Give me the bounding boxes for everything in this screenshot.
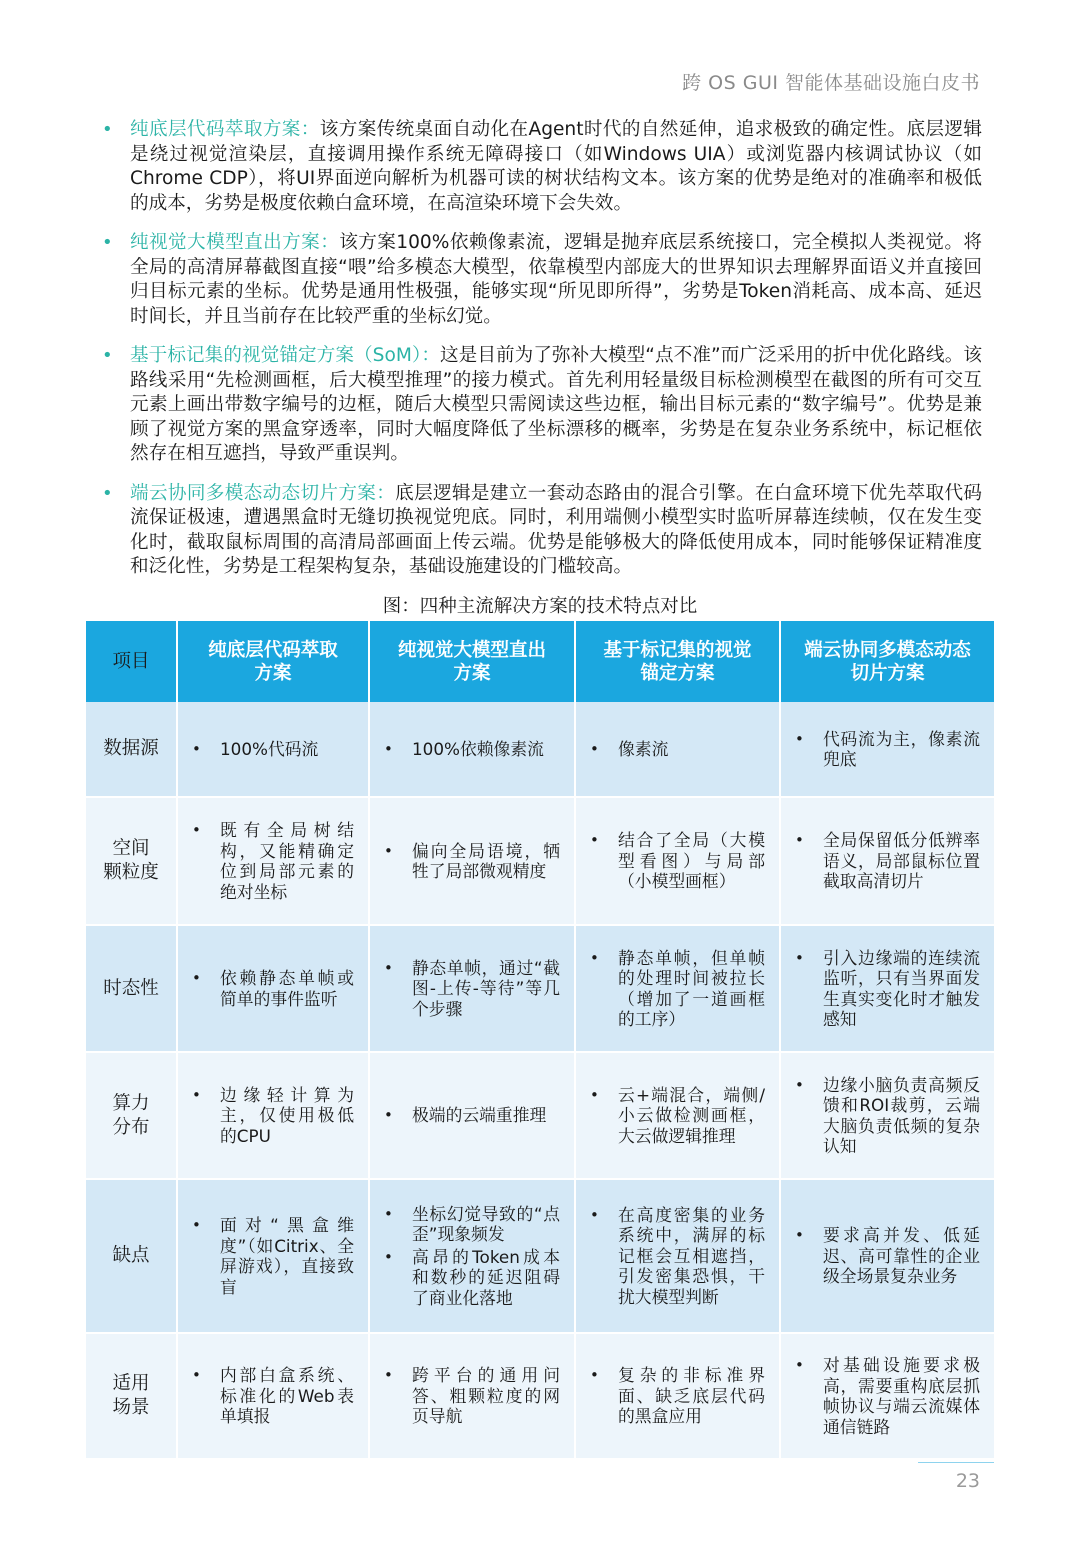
bullet-dot: • [384,841,393,860]
table-cell [780,1052,994,1179]
cell-bullet-item [190,820,354,902]
bullet-edge-cloud-slicing [102,482,982,580]
bullet-text: 这是目前为了弥补大模型“点不准”而广泛采用的折中优化路线。该路线采用“先检测画框，后大模型推理”的接力模式。首先利用轻量级目标检测模型在截图的所有可交互元素上画出带数字编号的边框，随后大模型只需阅读这些边框，输出目标元素的“数字编号”。优势是兼顾了视觉方案的黑盒穿透率，同时大幅度降低了坐标漂移的概率，劣势是在复杂业务系统中，标记框依然存在相互遮挡，导致严重误判。 [130,345,982,464]
table-cell [575,1052,780,1179]
bullet-dot: • [192,1216,201,1234]
cell-text: 既有全局树结构，又能精确定位到局部元素的绝对坐标 [220,820,354,902]
cell-text: 对基础设施要求极高，需要重构底层抓帧协议与端云流媒体通信链路 [823,1355,980,1437]
cell-text: 极端的云端重推理 [412,1105,547,1126]
row-label [86,702,177,797]
cell-bullet-item [382,958,560,1020]
row-label-text: 算力 [112,1092,150,1114]
bullet-dot: • [590,1085,599,1104]
cell-bullet-item [588,1205,765,1308]
bullet-dot: • [384,958,393,977]
table-cell [177,1179,369,1333]
bullet-dot: • [795,1356,804,1374]
table-cell [369,702,575,797]
row-temporality [86,925,994,1052]
bullet-dot: • [192,969,201,987]
cell-text: 依赖静态单帧或简单的事件监听 [220,968,354,1009]
bullet-dot: • [590,1205,599,1224]
bullet-text: 该方案传统桌面自动化在Agent时代的自然延伸，追求极致的确定性。底层逻辑是绕过视觉渲染层，直接调用操作系统无障碍接口（如Windows UIA）或浏览器内核调试协议（如Chrome CDP），将UI界面逆向解析为机器可读的树状结构文本。该方案的优势是绝对的准确率和极低的成本，劣势是极度依赖白盒环境，在高渲染环境下会失效。 [130,119,982,214]
table-cell [575,702,780,797]
cell-bullet-item [793,948,980,1030]
cell-text: 边缘轻计算为主，仅使用极低的CPU [220,1084,354,1146]
bullet-dot: • [384,1247,393,1266]
document-header-title: 跨 OS GUI 智能体基础设施白皮书 [682,72,980,94]
bullet-dot: • [102,482,113,504]
row-drawbacks [86,1179,994,1333]
table-cell [177,1333,369,1459]
footer-divider [918,1462,994,1463]
cell-text: 100%代码流 [220,738,319,759]
header-item [86,621,177,702]
bullet-dot: • [384,1106,393,1125]
cell-bullet-item [793,830,980,892]
bullet-dot: • [590,948,599,967]
row-label-text: 数据源 [103,738,159,759]
table-cell [780,1333,994,1459]
table-cell [780,702,994,797]
row-compute-distribution [86,1052,994,1179]
cell-text: 要求高并发、低延迟、高可靠性的企业级全场景复杂业务 [823,1225,980,1287]
bullet-dot: • [795,1226,804,1245]
table-cell [177,702,369,797]
cell-bullet-item [382,1247,560,1309]
cell-bullet-item [190,739,354,760]
row-label-text: 分布 [112,1116,150,1138]
header-text: 纯底层代码萃取 [208,639,338,661]
table-cell [575,797,780,925]
bullet-dot: • [590,739,599,758]
bullet-dot: • [192,1366,201,1385]
bullet-term: 纯视觉大模型直出方案： [130,232,340,253]
row-label [86,1179,177,1333]
bullet-text: 底层逻辑是建立一套动态路由的混合引擎。在白盒环境下优先萃取代码流保证极速，遭遇黑盒时无缝切换视觉兜底。同时，利用端侧小模型实时监听屏幕连续帧，仅在发生变化时，截取鼠标周围的高清局部画面上传云端。优势是能够极大的降低使用成本，同时能够保证精准度和泛化性，劣势是工程架构复杂，基础设施建设的门槛较高。 [130,482,982,577]
cell-text: 静态单帧，但单帧的处理时间被拉长（增加了一道画框的工序） [618,947,765,1029]
header-som [575,621,780,702]
cell-bullet-item [793,729,980,770]
bullet-dot: • [192,739,201,758]
bullet-dot: • [102,345,113,366]
table-cell [369,1052,575,1179]
table-cell [369,797,575,925]
cell-bullet-item [190,1365,354,1427]
bullet-code-extraction [102,118,982,216]
table-cell [369,1179,575,1333]
bullet-dot: • [192,821,201,839]
cell-text: 静态单帧，通过“截图-上传-等待”等几个步骤 [412,957,560,1019]
bullet-dot: • [590,831,599,850]
cell-text: 引入边缘端的连续流监听，只有当界面发生真实变化时才触发感知 [823,947,980,1029]
cell-text: 100%依赖像素流 [412,738,544,759]
row-label-text: 颗粒度 [103,862,159,883]
header-text: 切片方案 [850,662,925,684]
cell-bullet-item [382,1365,560,1427]
cell-bullet-item [382,841,560,882]
cell-bullet-item [588,1085,765,1147]
cell-text: 面对“黑盒维度”（如Citrix、全屏游戏），直接致盲 [220,1215,354,1297]
row-label-text: 适用 [112,1373,150,1394]
row-label-text: 空间 [112,838,150,859]
cell-text: 在高度密集的业务系统中，满屏的标记框会互相遮挡，引发密集恐惧，干扰大模型判断 [618,1204,765,1307]
table-cell [780,797,994,925]
table-header-row [86,621,994,702]
bullet-dot: • [795,948,804,967]
bullet-dot: • [384,739,393,758]
row-label-text: 缺点 [112,1245,150,1266]
row-label-text: 场景 [112,1397,150,1418]
cell-text: 内部白盒系统、标准化的Web表单填报 [220,1365,354,1427]
row-label [86,1052,177,1179]
table-cell [177,1052,369,1179]
bullet-pure-vision [102,231,982,329]
cell-text: 云+端混合，端侧/小云做检测画框，大云做逻辑推理 [618,1084,765,1146]
row-spatial-granularity [86,797,994,925]
cell-bullet-item [793,1075,980,1157]
cell-bullet-item [793,1355,980,1437]
bullet-term: 基于标记集的视觉锚定方案（SoM）： [130,345,440,366]
table-cell [369,1333,575,1459]
bullet-dot: • [795,831,804,850]
cell-bullet-item [793,1225,980,1287]
table-cell [575,1179,780,1333]
cell-bullet-item [382,739,560,760]
header-text: 方案 [254,662,292,684]
bullet-term: 端云协同多模态动态切片方案： [130,482,396,504]
cell-text: 全局保留低分低辨率语义，局部鼠标位置截取高清切片 [823,830,980,892]
cell-text: 像素流 [618,738,669,759]
table-cell [575,925,780,1052]
solution-bullet-list [102,118,982,595]
bullet-dot: • [102,232,113,253]
bullet-dot: • [384,1366,393,1385]
row-label [86,797,177,925]
table-cell [780,925,994,1052]
cell-text: 坐标幻觉导致的“点歪”现象频发 [412,1203,560,1245]
header-edge-cloud [780,621,994,702]
bullet-dot: • [384,1204,393,1223]
cell-bullet-item [588,739,765,760]
cell-text: 代码流为主，像素流兜底 [823,728,980,769]
header-text: 纯视觉大模型直出 [397,639,546,661]
cell-text: 复杂的非标准界面、缺乏底层代码的黑盒应用 [618,1365,765,1427]
table-cell [177,925,369,1052]
row-label [86,1333,177,1459]
header-text: 基于标记集的视觉 [603,639,752,661]
page-number: 23 [955,1470,980,1492]
table-caption: 图：四种主流解决方案的技术特点对比 [382,596,698,617]
bullet-som-anchoring [102,344,982,467]
header-text: 锚定方案 [640,662,715,684]
header-text: 方案 [453,662,491,684]
cell-text: 高昂的Token成本和数秒的延迟阻碍了商业化落地 [412,1246,560,1308]
bullet-term: 纯底层代码萃取方案： [130,119,320,140]
bullet-text: 该方案100%依赖像素流，逻辑是抛弃底层系统接口，完全模拟人类视觉。将全局的高清屏幕截图直接“喂”给多模态大模型，依靠模型内部庞大的世界知识去理解界面语义并直接回归目标元素的坐标。优势是通用性极强，能够实现“所见即所得”，劣势是Token消耗高、成本高、延迟时间长，并且当前存在比较严重的坐标幻觉。 [130,232,982,327]
cell-bullet-item [382,1105,560,1126]
cell-bullet-item [190,968,354,1009]
row-use-cases [86,1333,994,1459]
table-cell [177,797,369,925]
cell-bullet-item [588,948,765,1030]
header-text: 项目 [112,651,150,672]
bullet-dot: • [795,1075,804,1094]
cell-text: 结合了全局（大模型看图）与局部（小模型画框） [618,830,765,892]
row-label-text: 时态性 [103,977,159,999]
cell-bullet-item [588,830,765,892]
comparison-table [86,621,994,1460]
bullet-dot: • [795,729,804,748]
row-data-source [86,702,994,797]
cell-text: 跨平台的通用问答、粗颗粒度的网页导航 [412,1365,560,1427]
cell-bullet-item [190,1085,354,1147]
cell-bullet-item [588,1365,765,1427]
header-pure-vision [369,621,575,702]
row-label [86,925,177,1052]
table-cell [780,1179,994,1333]
header-code-extraction [177,621,369,702]
table-cell [575,1333,780,1459]
bullet-dot: • [102,119,113,140]
header-text: 端云协同多模态动态 [804,639,971,661]
table-cell [369,925,575,1052]
cell-text: 边缘小脑负责高频反馈和ROI裁剪，云端大脑负责低频的复杂认知 [823,1074,980,1156]
bullet-dot: • [192,1085,201,1104]
bullet-dot: • [590,1366,599,1385]
cell-bullet-item [382,1204,560,1245]
cell-text: 偏向全局语境，牺牲了局部微观精度 [412,840,560,881]
cell-bullet-item [190,1215,354,1297]
